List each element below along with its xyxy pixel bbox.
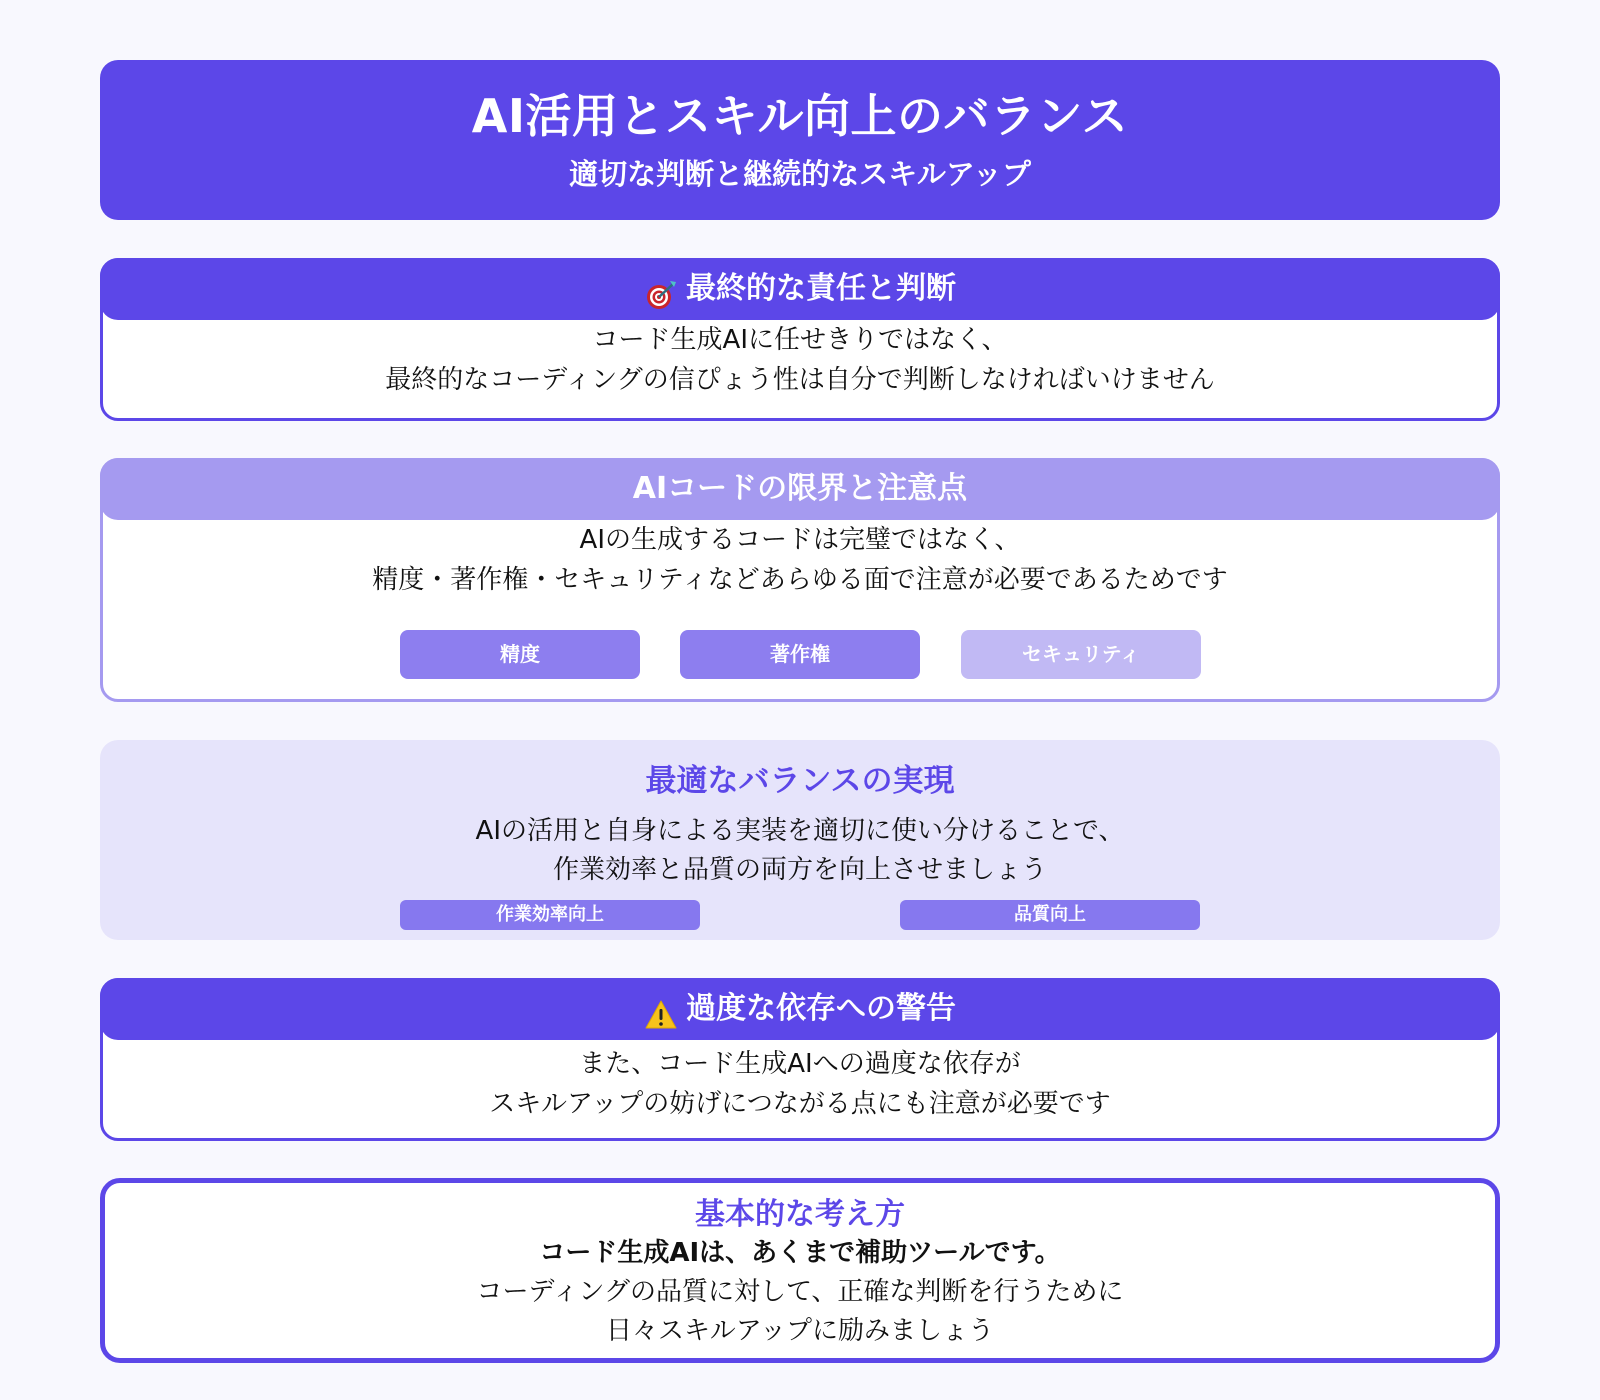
principle-body [105, 1273, 1495, 1351]
warning-line-1: また、コード生成AIへの過度な依存が [579, 1049, 1021, 1079]
limits-line-1: AIの生成するコードは完璧ではなく、 [579, 525, 1021, 555]
warning-card-header [100, 978, 1500, 1040]
responsibility-line-2: 最終的なコーディングの信ぴょう性は自分で判断しなければいけません [385, 365, 1215, 395]
limits-body [103, 520, 1497, 600]
balance-section [100, 740, 1500, 940]
page-subtitle: 適切な判断と継続的なスキルアップ [569, 157, 1031, 191]
tag-efficiency: 作業効率向上 [400, 900, 700, 930]
warning-card [100, 978, 1500, 1141]
principle-line-2: 日々スキルアップに励みましょう [606, 1316, 994, 1346]
principle-emphasis: コード生成AIは、あくまで補助ツールです。 [539, 1238, 1061, 1268]
page-title: AI活用とスキル向上のバランス [471, 89, 1129, 143]
tag-quality: 品質向上 [900, 900, 1200, 930]
limits-title: AIコードの限界と注意点 [632, 471, 968, 506]
warning-title: 過度な依存への警告 [686, 991, 956, 1026]
balance-title: 最適なバランスの実現 [645, 763, 955, 799]
balance-body [100, 812, 1500, 890]
responsibility-body [103, 320, 1497, 400]
tag-accuracy: 精度 [400, 630, 640, 679]
tag-copyright: 著作権 [680, 630, 920, 679]
responsibility-card [100, 258, 1500, 421]
limits-card-header [100, 458, 1500, 520]
target-icon [644, 272, 678, 306]
title-banner [100, 60, 1500, 220]
limits-card [100, 458, 1500, 702]
responsibility-title: 最終的な責任と判断 [686, 271, 956, 306]
tag-security: セキュリティ [961, 630, 1201, 679]
responsibility-card-header [100, 258, 1500, 320]
balance-line-1: AIの活用と自身による実装を適切に使い分けることで、 [475, 816, 1125, 846]
warning-line-2: スキルアップの妨げにつながる点にも注意が必要です [489, 1089, 1111, 1119]
balance-line-2: 作業効率と品質の両方を向上させましょう [552, 855, 1047, 885]
limits-line-2: 精度・著作権・セキュリティなどあらゆる面で注意が必要であるためです [372, 565, 1228, 595]
principle-line-1: コーディングの品質に対して、正確な判断を行うために [476, 1277, 1124, 1307]
warning-icon [644, 992, 678, 1026]
warning-body [103, 1044, 1497, 1124]
responsibility-line-1: コード生成AIに任せきりではなく、 [592, 325, 1008, 355]
principle-card [100, 1178, 1500, 1363]
principle-title: 基本的な考え方 [695, 1197, 905, 1232]
